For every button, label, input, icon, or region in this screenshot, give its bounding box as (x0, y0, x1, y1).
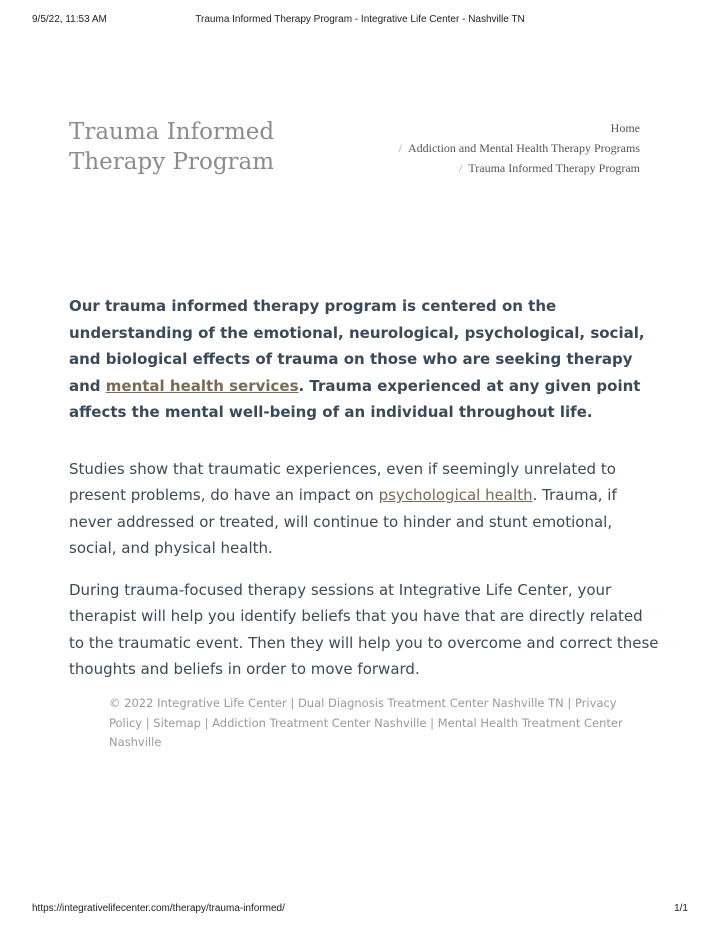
body-paragraph-sessions: During trauma-focused therapy sessions at Integrative Life Center, your therapist will help you identify beliefs that you have that are directly related to the traumatic event. Then they will help you to overcome and correct these thoughts and beliefs in order to move forward. (69, 580, 659, 678)
print-page-title: Trauma Informed Therapy Program - Integrative Life Center - Nashville TN (195, 14, 525, 25)
site-footer (109, 694, 639, 753)
footer-separator: | (142, 715, 154, 730)
footer-separator: | (200, 715, 213, 730)
main-content (69, 293, 659, 698)
breadcrumb-programs-link[interactable]: Addiction and Mental Health Therapy Programs (407, 141, 640, 155)
breadcrumb-separator: / (398, 141, 402, 155)
breadcrumb (399, 118, 640, 178)
breadcrumb-home-link[interactable]: Home (610, 121, 640, 135)
lead-text-start: Our trauma informed therapy program is centered on the understanding of the emotional, neurological, psychological, social, and biological effects of trauma on those who are seeking therapy and (69, 297, 645, 395)
psychological-health-link[interactable]: psychological health (378, 486, 533, 504)
studies-text-start: Studies show that traumatic experiences, even if seemingly unrelated to present problems, do have an impact on (69, 459, 616, 504)
breadcrumb-home-item (399, 118, 640, 138)
lead-text-end: . Trauma experienced at any given point affects the mental well-being of an individual throughout life. (69, 376, 641, 421)
footer-copyright: © 2022 Integrative Life Center (109, 696, 287, 710)
print-datetime: 9/5/22, 11:53 AM (32, 14, 107, 25)
mental-health-services-link[interactable]: mental health services (105, 376, 299, 395)
print-url: https://integrativelifecenter.com/therapy/trauma-informed/ (32, 903, 285, 914)
footer-separator: | (426, 715, 438, 730)
breadcrumb-current-label: Trauma Informed Therapy Program (468, 161, 640, 175)
studies-text-end: . Trauma, if never addressed or treated, will continue to hinder and stunt emotional, social, and physical health. (69, 486, 617, 557)
breadcrumb-current-item (399, 158, 640, 178)
footer-link-mental-health-treatment[interactable]: Mental Health Treatment Center Nashville (109, 715, 623, 749)
lead-paragraph (69, 293, 659, 426)
footer-link-sitemap[interactable]: Sitemap (153, 715, 201, 730)
body-paragraph-studies (69, 456, 659, 562)
breadcrumb-separator: / (459, 161, 463, 175)
footer-link-privacy-policy[interactable]: Privacy Policy (109, 696, 617, 730)
footer-link-addiction-treatment[interactable]: Addiction Treatment Center Nashville (212, 715, 427, 730)
print-page-number: 1/1 (674, 903, 688, 914)
footer-link-dual-diagnosis[interactable]: Dual Diagnosis Treatment Center Nashville TN (297, 696, 564, 710)
footer-separator: | (286, 696, 298, 710)
breadcrumb-programs-item (399, 138, 640, 158)
page-title: Trauma Informed Therapy Program (69, 119, 275, 175)
footer-separator: | (563, 696, 575, 710)
